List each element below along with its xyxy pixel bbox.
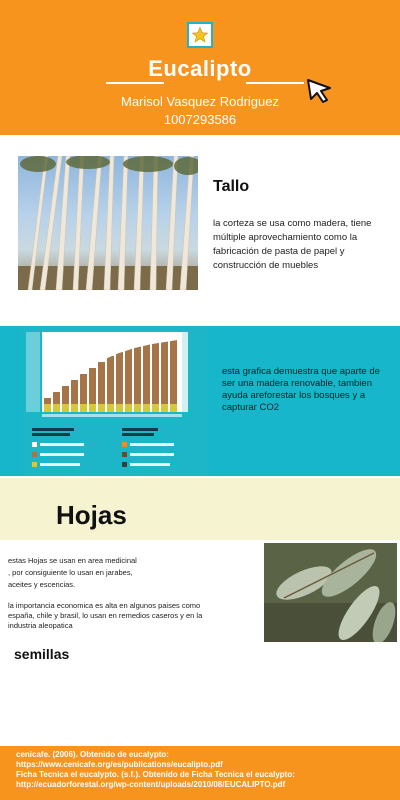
hojas-description-economica: la importancia economica es alta en algunos paises como españa, chile y brasil, lo usan en remedios caseros y en la industria aleopatica <box>8 601 203 630</box>
header-banner <box>0 0 400 135</box>
semillas-heading: semillas <box>14 646 70 662</box>
author-name: Marisol Vasquez Rodriguez <box>121 94 279 109</box>
reference-link[interactable]: http://ecuadorforestal.org/wp-content/uploads/2010/08/EUCALIPTO.pdf <box>16 780 286 789</box>
hojas-description-medicinal: estas Hojas se usan en area medicinal , por consiguiente lo usan en jarabes, aceites y escencias. <box>8 556 137 589</box>
page-title: Eucalipto <box>148 56 252 81</box>
tallo-description: la corteza se usa como madera, tiene múltiple aprovechamiento como la fabricación de pasta de papel y construcción de muebles <box>213 218 372 271</box>
tallo-heading: Tallo <box>213 178 250 195</box>
student-id: 1007293586 <box>163 112 237 127</box>
star-icon <box>191 26 209 44</box>
eucalyptus-trunks-image <box>18 156 198 290</box>
star-badge <box>187 22 213 48</box>
reference-link[interactable]: https://www.cenicafe.org/es/publications/eucalipto.pdf <box>16 760 223 769</box>
forest-co2-chart-image <box>22 328 207 476</box>
eucalyptus-leaves-image <box>264 543 397 642</box>
reference-line: Ficha Tecnica el eucalypto. (s.f.). Obtenido de Ficha Tecnica el eucalypto: <box>16 770 295 779</box>
chart-caption: esta grafica demuestra que aparte de ser una madera renovable, tambien ayuda areforestar los bosques y a capturar CO2 <box>222 366 380 413</box>
title-line-left <box>106 82 164 84</box>
references-footer <box>0 746 400 800</box>
reference-line: cenicafe. (2006). Obtenido de eucalypto: <box>16 750 169 759</box>
title-line-right <box>246 82 304 84</box>
hojas-heading: Hojas <box>56 500 127 530</box>
